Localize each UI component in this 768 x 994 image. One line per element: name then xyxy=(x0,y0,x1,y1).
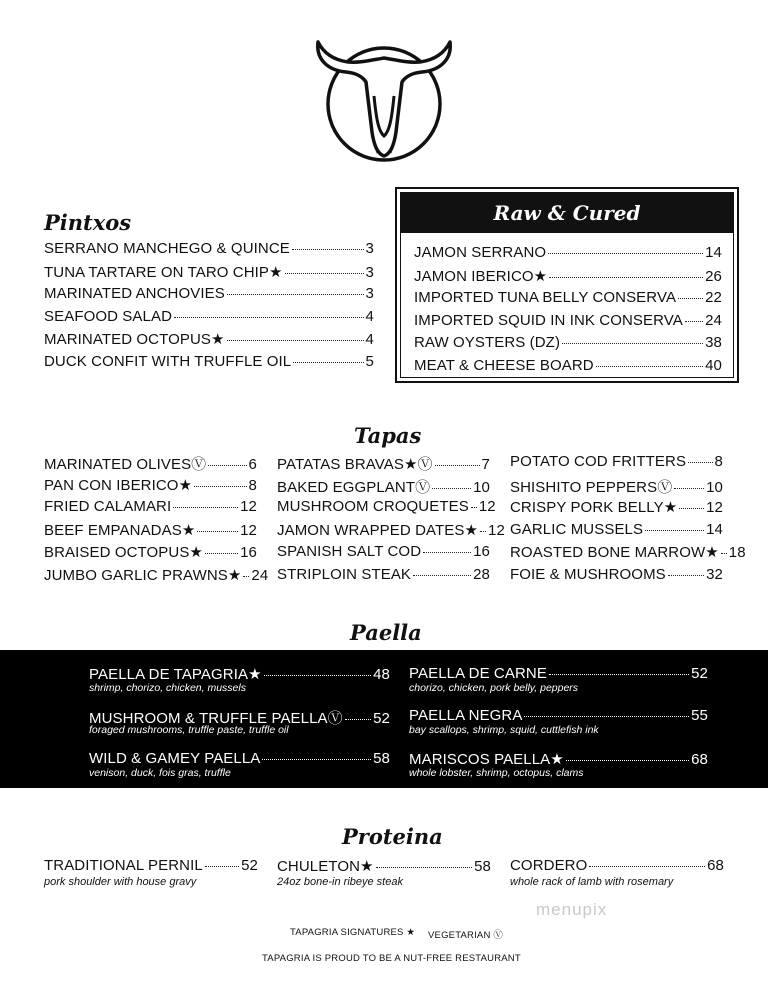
item-price: 68 xyxy=(691,751,708,768)
dot-leader xyxy=(174,317,364,318)
item-price: 10 xyxy=(706,478,723,496)
dot-leader xyxy=(480,531,486,532)
dot-leader xyxy=(548,253,703,254)
dot-leader xyxy=(227,294,364,295)
item-name: JUMBO GARLIC PRAWNS★ xyxy=(44,566,242,584)
menu-item xyxy=(414,244,722,267)
signatures-legend: TAPAGRIA SIGNATURES ★ xyxy=(290,927,416,938)
item-description: pork shoulder with house gravy xyxy=(44,876,197,888)
item-price: 12 xyxy=(706,499,723,517)
menu-item xyxy=(277,543,490,566)
menu-item xyxy=(44,285,374,308)
dot-leader xyxy=(194,486,246,487)
menu-item xyxy=(44,263,374,286)
item-description: bay scallops, shrimp, squid, cuttlefish ink xyxy=(409,724,599,736)
item-name: MARISCOS PAELLA★ xyxy=(409,751,564,768)
tapas-column-3 xyxy=(510,453,746,589)
item-name: MARINATED OCTOPUS★ xyxy=(44,331,225,348)
item-price: 32 xyxy=(706,565,723,583)
item-price: 55 xyxy=(691,707,708,724)
item-price: 52 xyxy=(373,710,390,727)
item-name: PAN CON IBERICO★ xyxy=(44,476,193,494)
tapas-column-1 xyxy=(44,453,269,589)
item-price: 7 xyxy=(481,456,490,473)
dot-leader xyxy=(173,507,238,508)
item-name: POTATO COD FRITTERS xyxy=(510,453,687,470)
watermark: menupix xyxy=(536,900,608,919)
dot-leader xyxy=(205,553,238,554)
proteina-item xyxy=(44,857,258,888)
item-price: 24 xyxy=(705,311,722,329)
item-price: 48 xyxy=(373,666,390,683)
tapas-column-2 xyxy=(277,453,505,589)
dot-leader xyxy=(645,530,704,531)
menu-item xyxy=(44,498,257,521)
paella-item xyxy=(409,707,708,736)
menu-item xyxy=(414,289,722,312)
item-name: ROASTED BONE MARROW★ xyxy=(510,544,719,562)
proteina-title: Proteina xyxy=(342,824,443,849)
menu-item xyxy=(510,521,723,544)
item-name: TUNA TARTARE ON TARO CHIP★ xyxy=(44,263,283,281)
item-price: 52 xyxy=(241,857,258,874)
item-description: whole rack of lamb with rosemary xyxy=(510,876,674,888)
item-price: 40 xyxy=(705,356,722,374)
paella-band xyxy=(0,650,768,788)
item-name: MUSHROOM & TRUFFLE PAELLAⓋ xyxy=(89,710,343,727)
item-name: MUSHROOM CROQUETES xyxy=(277,498,469,516)
item-name: JAMON WRAPPED DATES★ xyxy=(277,521,479,539)
dot-leader xyxy=(685,321,703,322)
dot-leader xyxy=(562,343,703,344)
dot-leader xyxy=(549,674,689,675)
dot-leader xyxy=(262,759,371,760)
item-name: CORDERO xyxy=(510,857,588,874)
item-price: 14 xyxy=(705,244,722,261)
item-name: IMPORTED SQUID IN INK CONSERVA xyxy=(414,311,683,329)
item-name: SPANISH SALT COD xyxy=(277,543,422,561)
menu-item xyxy=(510,566,723,589)
menu-item xyxy=(277,476,490,499)
item-description: 24oz bone-in ribeye steak xyxy=(277,876,403,888)
raw-cured-list xyxy=(414,244,722,379)
dot-leader xyxy=(524,716,689,717)
dot-leader xyxy=(688,462,712,463)
menu-item xyxy=(277,453,490,476)
item-name: MEAT & CHEESE BOARD xyxy=(414,356,594,374)
dot-leader xyxy=(674,488,704,489)
pintxos-list xyxy=(44,240,374,375)
menu-item xyxy=(510,543,746,566)
item-name: MARINATED ANCHOVIES xyxy=(44,285,225,302)
item-name: PATATAS BRAVAS★Ⓥ xyxy=(277,456,433,473)
item-price: 38 xyxy=(705,334,722,351)
menu-item xyxy=(44,330,374,353)
item-name: CRISPY PORK BELLY★ xyxy=(510,499,678,517)
dot-leader xyxy=(292,249,364,250)
paella-item xyxy=(89,665,390,694)
menu-item xyxy=(510,857,724,876)
dot-leader xyxy=(197,531,238,532)
dot-leader xyxy=(589,866,705,867)
menu-item xyxy=(414,267,722,290)
paella-item xyxy=(89,707,390,736)
item-price: 14 xyxy=(706,520,723,538)
item-price: 16 xyxy=(473,543,490,561)
dot-leader xyxy=(264,675,371,676)
item-name: SHISHITO PEPPERSⓋ xyxy=(510,478,673,496)
dot-leader xyxy=(413,575,471,576)
menu-item xyxy=(89,750,390,768)
item-description: venison, duck, fois gras, truffle xyxy=(89,767,231,779)
item-name: DUCK CONFIT WITH TRUFFLE OIL xyxy=(44,352,292,370)
item-price: 3 xyxy=(365,285,374,302)
paella-item xyxy=(409,665,708,694)
menu-item xyxy=(277,498,496,521)
dot-leader xyxy=(471,507,477,508)
item-price: 26 xyxy=(705,267,722,285)
menu-item xyxy=(44,543,257,566)
menu-item xyxy=(409,665,708,683)
item-price: 8 xyxy=(248,476,257,494)
raw-cured-title: Raw & Cured xyxy=(401,193,733,233)
menu-item xyxy=(277,566,490,589)
item-name: IMPORTED TUNA BELLY CONSERVA xyxy=(414,289,677,306)
menu-item xyxy=(44,308,374,331)
item-name: CHULETON★ xyxy=(277,858,374,875)
item-name: TRADITIONAL PERNIL xyxy=(44,857,203,874)
menu-item xyxy=(510,453,723,476)
menu-item xyxy=(414,312,722,335)
menu-item xyxy=(409,750,708,768)
item-name: PAELLA DE CARNE xyxy=(409,665,547,682)
item-price: 5 xyxy=(365,352,374,370)
item-name: BRAISED OCTOPUS★ xyxy=(44,544,203,562)
item-price: 16 xyxy=(240,544,257,562)
item-name: BEEF EMPANADAS★ xyxy=(44,521,196,539)
item-name: FOIE & MUSHROOMS xyxy=(510,565,666,583)
dot-leader xyxy=(435,465,480,466)
item-price: 3 xyxy=(365,263,374,281)
dot-leader xyxy=(285,273,364,274)
menu-item xyxy=(89,665,390,683)
menu-item xyxy=(44,240,374,263)
menu-item xyxy=(414,357,722,380)
item-price: 3 xyxy=(365,240,374,257)
bull-logo-icon xyxy=(312,36,456,164)
item-name: WILD & GAMEY PAELLA xyxy=(89,750,261,767)
menu-item xyxy=(44,353,374,376)
item-name: JAMON SERRANO xyxy=(414,244,547,261)
menu-item xyxy=(414,334,722,357)
item-price: 10 xyxy=(473,478,490,496)
item-name: PAELLA DE TAPAGRIA★ xyxy=(89,666,262,683)
item-price: 58 xyxy=(474,858,491,875)
paella-item xyxy=(89,750,390,779)
menu-item xyxy=(409,707,708,725)
dot-leader xyxy=(549,277,703,278)
dot-leader xyxy=(243,576,249,577)
dot-leader xyxy=(566,760,689,761)
item-price: 12 xyxy=(488,521,505,539)
item-price: 12 xyxy=(240,521,257,539)
item-price: 22 xyxy=(705,289,722,306)
menu-item xyxy=(510,476,723,499)
item-name: RAW OYSTERS (DZ) xyxy=(414,334,561,351)
dot-leader xyxy=(423,552,471,553)
item-description: chorizo, chicken, pork belly, peppers xyxy=(409,682,579,694)
raw-cured-box xyxy=(395,187,739,383)
menu-item xyxy=(44,857,258,876)
paella-item xyxy=(409,750,708,779)
dot-leader xyxy=(668,575,704,576)
item-name: STRIPLOIN STEAK xyxy=(277,565,412,583)
dot-leader xyxy=(376,867,473,868)
menu-item xyxy=(44,453,257,476)
proteina-item xyxy=(277,857,491,888)
dot-leader xyxy=(432,488,471,489)
menu-item xyxy=(510,498,723,521)
item-price: 28 xyxy=(473,565,490,583)
item-name: JAMON IBERICO★ xyxy=(414,267,548,285)
dot-leader xyxy=(721,553,727,554)
item-name: GARLIC MUSSELS xyxy=(510,520,644,538)
item-name: SEAFOOD SALAD xyxy=(44,307,173,325)
item-price: 4 xyxy=(365,307,374,325)
item-price: 12 xyxy=(478,498,496,516)
item-price: 6 xyxy=(248,456,257,473)
item-name: SERRANO MANCHEGO & QUINCE xyxy=(44,240,290,257)
dot-leader xyxy=(208,465,246,466)
proteina-item xyxy=(510,857,724,888)
menu-item xyxy=(44,476,257,499)
item-price: 8 xyxy=(714,453,723,470)
dot-leader xyxy=(227,340,364,341)
menu-item xyxy=(44,566,269,589)
item-price: 18 xyxy=(728,544,746,562)
menu-item xyxy=(44,521,257,544)
item-name: MARINATED OLIVESⓋ xyxy=(44,456,207,473)
item-price: 52 xyxy=(691,665,708,682)
item-name: PAELLA NEGRA xyxy=(409,707,523,724)
item-name: FRIED CALAMARI xyxy=(44,498,172,516)
dot-leader xyxy=(205,866,239,867)
item-price: 24 xyxy=(251,566,269,584)
item-price: 4 xyxy=(365,331,374,348)
vegetarian-legend: VEGETARIAN Ⓥ xyxy=(428,930,504,941)
item-description: whole lobster, shrimp, octopus, clams xyxy=(409,767,584,779)
item-price: 68 xyxy=(707,857,724,874)
dot-leader xyxy=(345,719,371,720)
item-price: 58 xyxy=(373,750,390,767)
pintxos-title: Pintxos xyxy=(44,210,132,235)
dot-leader xyxy=(596,366,703,367)
dot-leader xyxy=(293,362,363,363)
paella-title: Paella xyxy=(350,620,422,645)
menu-item xyxy=(89,707,390,725)
menu-item xyxy=(277,521,505,544)
item-description: shrimp, chorizo, chicken, mussels xyxy=(89,682,246,694)
item-description: foraged mushrooms, truffle paste, truffle oil xyxy=(89,724,289,736)
menu-item xyxy=(277,857,491,876)
tapas-title: Tapas xyxy=(354,423,422,448)
dot-leader xyxy=(678,298,703,299)
item-price: 12 xyxy=(240,498,257,516)
nut-free-note: TAPAGRIA IS PROUD TO BE A NUT-FREE RESTAURANT xyxy=(262,953,521,964)
dot-leader xyxy=(679,508,704,509)
item-name: BAKED EGGPLANTⓋ xyxy=(277,478,431,496)
